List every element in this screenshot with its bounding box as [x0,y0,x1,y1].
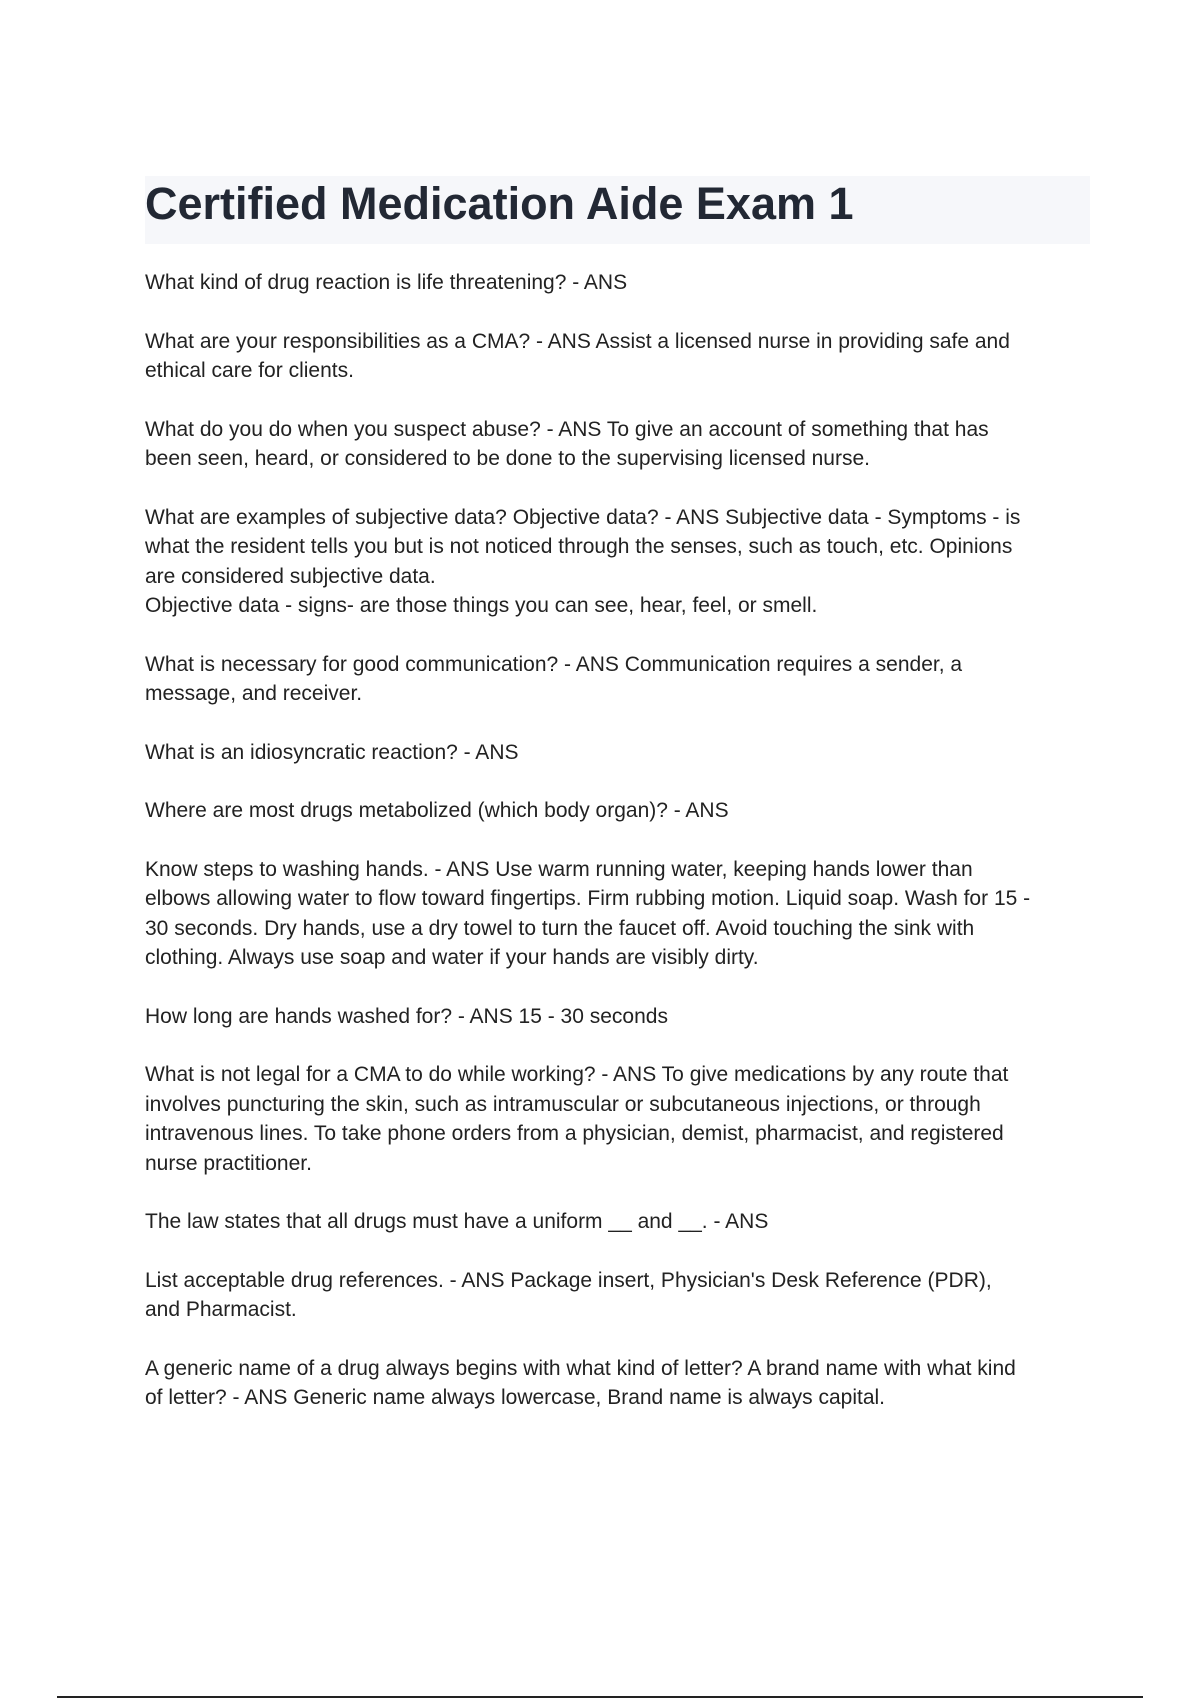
question-answer-list [145,268,1090,1442]
qa-line: are considered subjective data. [145,564,436,588]
qa-item [145,1354,1090,1413]
qa-line: message, and receiver. [145,682,363,705]
qa-line: How long are hands washed for? - ANS 15 - 30 seconds [145,1004,668,1028]
qa-line: intravenous lines. To take phone orders from a physician, demist, pharmacist, and registered [145,1122,1004,1145]
qa-line: elbows allowing water to flow toward fingertips. Firm rubbing motion. Liquid soap. Wash for 15 - [145,887,1031,910]
qa-line: What is not legal for a CMA to do while working? - ANS To give medications by any route that [145,1063,1009,1086]
qa-line: A generic name of a drug always begins with what kind of letter? A brand name with what kind [145,1356,1016,1380]
qa-item [145,1266,1090,1325]
qa-line: of letter? - ANS Generic name always lowercase, Brand name is always capital. [145,1386,885,1409]
page-bottom-rule [57,1696,1143,1698]
qa-item [145,796,1090,826]
qa-line: 30 seconds. Dry hands, use a dry towel to turn the faucet off. Avoid touching the sink with [145,916,975,940]
qa-item [145,268,1090,298]
qa-line: been seen, heard, or considered to be done to the supervising licensed nurse. [145,447,870,470]
qa-item [145,855,1090,973]
qa-line: nurse practitioner. [145,1151,312,1175]
qa-line: Where are most drugs metabolized (which body organ)? - ANS [145,799,729,822]
qa-line: involves puncturing the skin, such as intramuscular or subcutaneous injections, or through [145,1092,981,1116]
qa-item [145,503,1090,621]
qa-line: What kind of drug reaction is life threatening? - ANS [145,271,628,294]
qa-item [145,327,1090,386]
qa-item [145,1060,1090,1178]
qa-line: What are examples of subjective data? Objective data? - ANS Subjective data - Symptoms - is [145,505,1021,529]
qa-item [145,415,1090,474]
qa-line: Know steps to washing hands. - ANS Use warm running water, keeping hands lower than [145,857,973,881]
qa-item [145,1207,1090,1237]
qa-line: Objective data - signs- are those things you can see, hear, feel, or smell. [145,594,818,617]
qa-item [145,650,1090,709]
qa-line: List acceptable drug references. - ANS Package insert, Physician's Desk Reference (PDR), [145,1268,992,1292]
qa-line: What are your responsibilities as a CMA? - ANS Assist a licensed nurse in providing safe and [145,329,1010,353]
qa-line: The law states that all drugs must have a uniform __ and __. - ANS [145,1210,769,1233]
qa-item [145,1002,1090,1032]
qa-line: and Pharmacist. [145,1298,297,1321]
qa-line: What do you do when you suspect abuse? - ANS To give an account of something that has [145,417,989,441]
qa-line: What is necessary for good communication? - ANS Communication requires a sender, a [145,652,963,676]
qa-item [145,738,1090,768]
qa-line: clothing. Always use soap and water if your hands are visibly dirty. [145,946,759,969]
document-title: Certified Medication Aide Exam 1 [145,178,854,229]
qa-line: what the resident tells you but is not noticed through the senses, such as touch, etc. Opinions [145,535,1013,558]
qa-line: ethical care for clients. [145,359,354,382]
qa-line: What is an idiosyncratic reaction? - ANS [145,740,519,764]
